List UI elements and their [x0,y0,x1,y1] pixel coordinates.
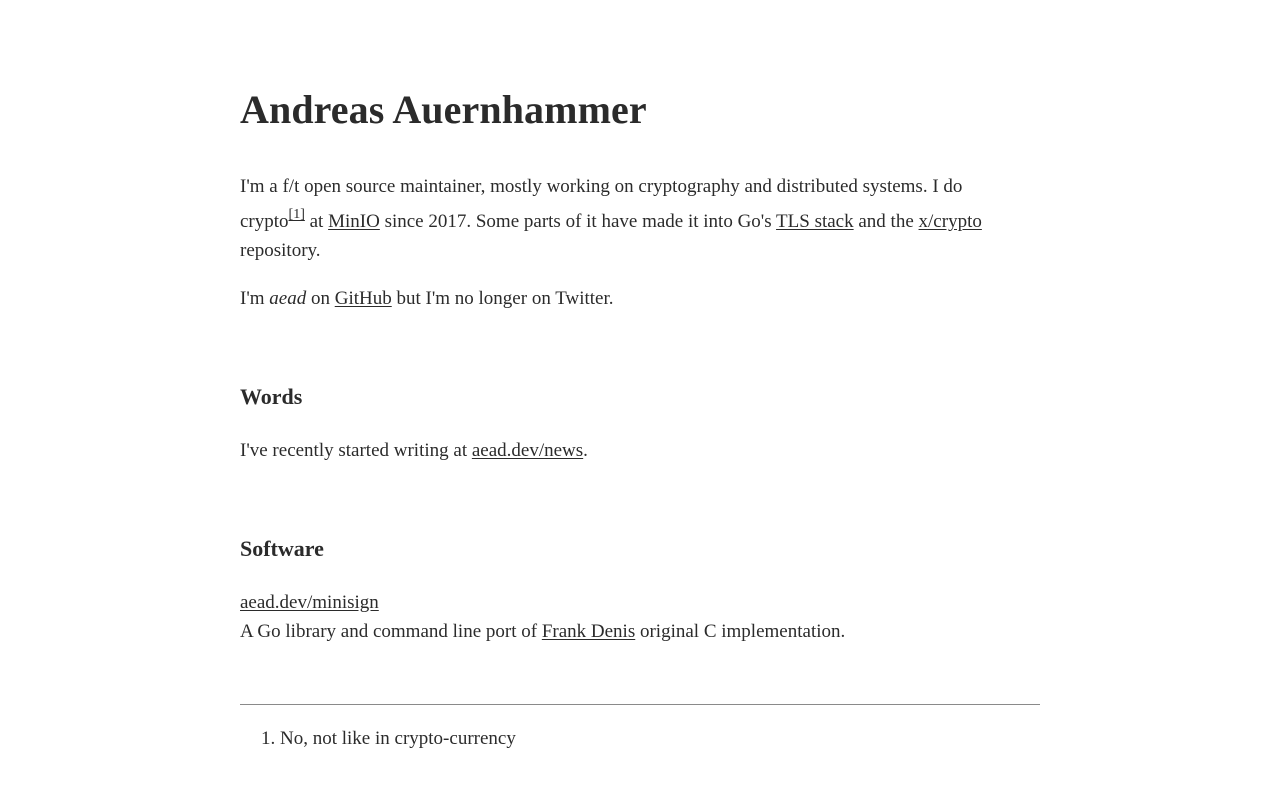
footnote-ref [289,207,305,222]
social-text-2: on [306,288,335,309]
news-link[interactable]: aead.dev/news [471,440,584,461]
intro-paragraph [240,172,1040,265]
social-text-1: I'm [240,288,270,309]
words-text-1: I've recently started writing at [240,440,472,461]
tls-stack-link[interactable]: TLS stack [776,211,854,232]
footnotes-divider [240,704,1040,705]
social-paragraph [240,284,1040,313]
intro-text-4: since 2017. Some parts of it have made it into Go's [379,211,777,232]
github-link[interactable]: GitHub [334,288,392,309]
frank-denis-link[interactable]: Frank Denis [541,621,636,642]
software-text-1: A Go library and command line port of [240,621,542,642]
footnotes-list [240,724,516,753]
footnote-item: 1. No, not like in crypto-currency [280,724,516,753]
intro-text-2: crypto [240,211,289,232]
page-title: Andreas Auernhammer [240,87,647,132]
x-crypto-link[interactable]: x/crypto [918,211,982,232]
intro-text-3: at [304,211,329,232]
github-handle: aead [269,288,307,309]
software-text-2: original C implementation. [635,621,846,642]
intro-text-5: and the [853,211,919,232]
words-paragraph [240,436,1040,465]
software-paragraph [240,588,1040,646]
intro-line-2 [240,207,1040,236]
words-heading: Words [240,384,303,409]
intro-text-6: repository. [240,240,321,261]
footnote-ref-link[interactable]: [1] [288,207,305,222]
minio-link[interactable]: MinIO [328,211,380,232]
minisign-link[interactable]: aead.dev/minisign [240,592,379,613]
software-heading: Software [240,536,324,561]
social-text-3: but I'm no longer on Twitter. [391,288,614,309]
intro-text-1: I'm a f/t open source maintainer, mostly working on cryptography and distributed systems. I do [240,176,963,197]
words-text-2: . [583,440,588,461]
